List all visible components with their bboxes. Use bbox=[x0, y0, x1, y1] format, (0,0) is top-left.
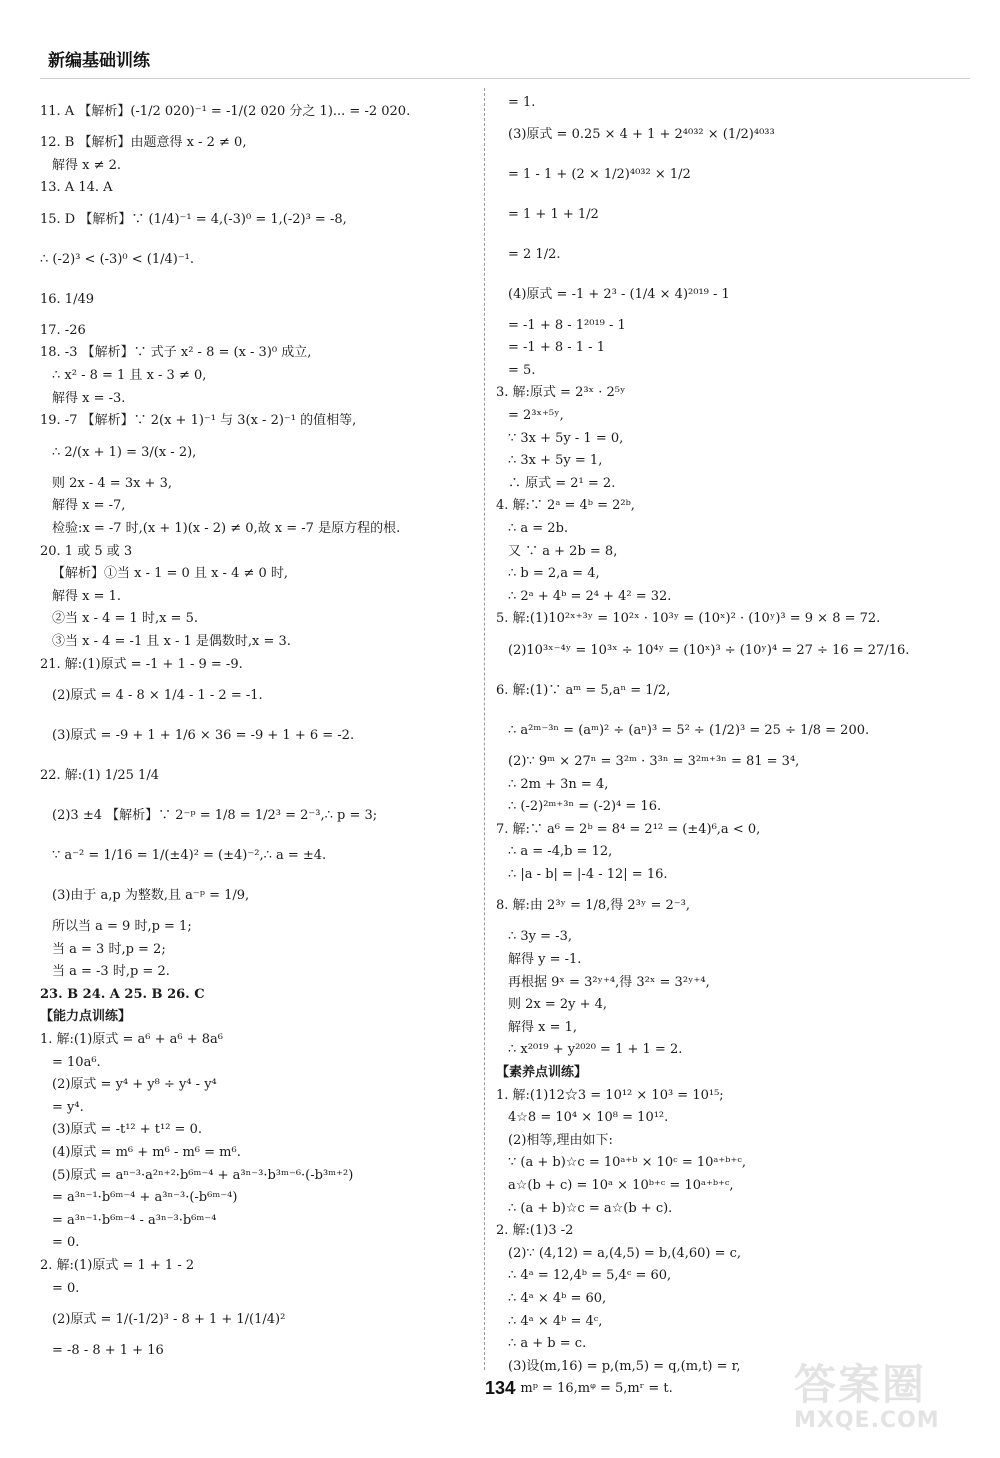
answer-line: 则 2x - 4 = 3x + 3, bbox=[52, 475, 172, 491]
answer-line: ∴ 2m + 3n = 4, bbox=[508, 776, 609, 792]
answer-line: 22. 解:(1) 1/25 1/4 bbox=[40, 768, 159, 784]
answer-line: ②当 x - 4 = 1 时,x = 5. bbox=[52, 611, 198, 627]
answer-line: (3)由于 a,p 为整数,且 a⁻ᵖ = 1/9, bbox=[52, 888, 250, 904]
answer-line: 6. 解:(1)∵ aᵐ = 5,aⁿ = 1/2, bbox=[496, 682, 671, 698]
header-rule bbox=[40, 78, 970, 79]
answer-line: (3)原式 = -9 + 1 + 1/6 × 36 = -9 + 1 + 6 = -2. bbox=[52, 728, 355, 744]
answer-line: 23. B 24. A 25. B 26. C bbox=[40, 986, 205, 1002]
answer-line: 再根据 9ˣ = 3²ʸ⁺⁴,得 3²ˣ = 3²ʸ⁺⁴, bbox=[508, 974, 710, 990]
answer-line: ∴ 2/(x + 1) = 3/(x - 2), bbox=[52, 444, 197, 460]
answer-line: ∴ (-2)²ᵐ⁺³ⁿ = (-2)⁴ = 16. bbox=[508, 799, 662, 815]
left-column bbox=[40, 92, 476, 1363]
answer-line: (2)相等,理由如下: bbox=[508, 1132, 613, 1148]
answer-line: ∴ b = 2,a = 4, bbox=[508, 566, 600, 582]
page-number: 134 bbox=[484, 1378, 516, 1398]
answer-line: (2)3 ±4 【解析】∵ 2⁻ᵖ = 1/8 = 1/2³ = 2⁻³,∴ p = 3; bbox=[52, 808, 378, 824]
column-divider bbox=[484, 88, 485, 1370]
answer-line: 2. 解:(1)3 -2 bbox=[496, 1223, 574, 1239]
answer-line: ∵ a⁻² = 1/16 = 1/(±4)² = (±4)⁻²,∴ a = ±4. bbox=[52, 848, 327, 864]
answer-line: 当 a = 3 时,p = 2; bbox=[52, 941, 166, 957]
answer-line: = -1 + 8 - 1²⁰¹⁹ - 1 bbox=[508, 317, 626, 333]
answer-line: 【素养点训练】 bbox=[496, 1065, 588, 1081]
right-column bbox=[496, 92, 960, 1401]
answer-line: ∴ 4ᵃ × 4ᵇ = 4ᶜ, bbox=[508, 1313, 603, 1329]
answer-line: (2)原式 = 1/(-1/2)³ - 8 + 1 + 1/(1/4)² bbox=[52, 1312, 286, 1328]
answer-line: (3)原式 = 0.25 × 4 + 1 + 2⁴⁰³² × (1/2)⁴⁰³³ bbox=[508, 126, 775, 142]
answer-line: 又 ∵ a + 2b = 8, bbox=[508, 543, 618, 559]
answer-line: = 0. bbox=[52, 1280, 80, 1296]
answer-line: (2)10³ˣ⁻⁴ʸ = 10³ˣ ÷ 10⁴ʸ = (10ˣ)³ ÷ (10ʸ)⁴ = 27 ÷ 16 = 27/16. bbox=[508, 642, 910, 658]
answer-line: ③当 x - 4 = -1 且 x - 1 是偶数时,x = 3. bbox=[52, 633, 291, 649]
answer-line: 21. 解:(1)原式 = -1 + 1 - 9 = -9. bbox=[40, 656, 243, 672]
answer-line: ∴ x²⁰¹⁹ + y²⁰²⁰ = 1 + 1 = 2. bbox=[508, 1042, 683, 1058]
answer-line: ∴ 3y = -3, bbox=[508, 929, 572, 945]
answer-line: 4☆8 = 10⁴ × 10⁸ = 10¹². bbox=[508, 1110, 669, 1126]
answer-line: 1. 解:(1)12☆3 = 10¹² × 10³ = 10¹⁵; bbox=[496, 1087, 724, 1103]
answer-line: 检验:x = -7 时,(x + 1)(x - 2) ≠ 0,故 x = -7 是原方程的根. bbox=[52, 520, 401, 536]
answer-line: 5. 解:(1)10²ˣ⁺³ʸ = 10²ˣ · 10³ʸ = (10ˣ)² · (10ʸ)³ = 9 × 8 = 72. bbox=[496, 611, 881, 627]
answer-line: = 0. bbox=[52, 1235, 80, 1251]
answer-line: 20. 1 或 5 或 3 bbox=[40, 543, 133, 559]
answer-line: = 1 - 1 + (2 × 1/2)⁴⁰³² × 1/2 bbox=[508, 166, 691, 182]
answer-line: 【解析】①当 x - 1 = 0 且 x - 4 ≠ 0 时, bbox=[52, 566, 289, 582]
answer-line: 11. A 【解析】(-1/2 020)⁻¹ = -1/(2 020 分之 1)... = -2 020. bbox=[40, 104, 411, 119]
answer-line: 16. 1/49 bbox=[40, 291, 94, 307]
answer-line: (3)设(m,16) = p,(m,5) = q,(m,t) = r, bbox=[508, 1358, 741, 1374]
answer-line: ∴ 4ᵃ × 4ᵇ = 60, bbox=[508, 1290, 607, 1306]
answer-line: ∴ 4ᵃ = 12,4ᵇ = 5,4ᶜ = 60, bbox=[508, 1268, 672, 1284]
answer-line: = a³ⁿ⁻¹·b⁶ᵐ⁻⁴ - a³ⁿ⁻³·b⁶ᵐ⁻⁴ bbox=[52, 1212, 217, 1228]
answer-line: 1. 解:(1)原式 = a⁶ + a⁶ + 8a⁶ bbox=[40, 1032, 223, 1048]
answer-line: = 5. bbox=[508, 362, 536, 378]
answer-line: 则 2x = 2y + 4, bbox=[508, 997, 608, 1013]
answer-line: 7. 解:∵ a⁶ = 2ᵇ = 8⁴ = 2¹² = (±4)⁶,a < 0, bbox=[496, 821, 761, 837]
answer-line: 19. -7 【解析】∵ 2(x + 1)⁻¹ 与 3(x - 2)⁻¹ 的值相等, bbox=[40, 413, 357, 429]
answer-line: = -1 + 8 - 1 - 1 bbox=[508, 340, 605, 356]
answer-line: = 1 + 1 + 1/2 bbox=[508, 206, 599, 222]
answer-line: ∴ a = 2b. bbox=[508, 520, 569, 536]
answer-line: (2)∵ (4,12) = a,(4,5) = b,(4,60) = c, bbox=[508, 1245, 742, 1261]
book-title: 新编基础训练 bbox=[48, 51, 150, 71]
answer-line: 解得 x = 1, bbox=[508, 1019, 578, 1035]
answer-line: 当 a = -3 时,p = 2. bbox=[52, 964, 170, 980]
answer-line: 2. 解:(1)原式 = 1 + 1 - 2 bbox=[40, 1258, 195, 1273]
answer-line: (4)原式 = -1 + 2³ - (1/4 × 4)²⁰¹⁹ - 1 bbox=[508, 286, 730, 302]
answer-line: 4. 解:∵ 2ᵃ = 4ᵇ = 2²ᵇ, bbox=[496, 498, 635, 514]
answer-line: 13. A 14. A bbox=[40, 180, 113, 196]
answer-line: 【能力点训练】 bbox=[40, 1009, 132, 1025]
answer-line: 17. -26 bbox=[40, 322, 86, 338]
answer-line: ∵ 3x + 5y - 1 = 0, bbox=[508, 430, 624, 446]
answer-line: ∵ (a + b)☆c = 10ᵃ⁺ᵇ × 10ᶜ = 10ᵃ⁺ᵇ⁺ᶜ, bbox=[508, 1155, 746, 1171]
answer-line: 解得 x = -3. bbox=[52, 390, 126, 406]
answer-line: ∴ |a - b| = |-4 - 12| = 16. bbox=[508, 866, 668, 882]
answer-line: 3. 解:原式 = 2³ˣ · 2⁵ʸ bbox=[496, 385, 626, 401]
answer-line: (2)∵ 9ᵐ × 27ⁿ = 3²ᵐ · 3³ⁿ = 3²ᵐ⁺³ⁿ = 81 = 3⁴, bbox=[508, 753, 800, 769]
answer-line: (5)原式 = aⁿ⁻³·a²ⁿ⁺²·b⁶ᵐ⁻⁴ + a³ⁿ⁻³·b³ᵐ⁻⁶·(-b³ᵐ⁺²) bbox=[52, 1167, 354, 1183]
answer-line: = 10a⁶. bbox=[52, 1054, 101, 1070]
answer-line: ∴ (a + b)☆c = a☆(b + c). bbox=[508, 1200, 673, 1216]
answer-line: = 2³ˣ⁺⁵ʸ, bbox=[508, 407, 564, 423]
answer-line: 所以当 a = 9 时,p = 1; bbox=[52, 919, 192, 935]
answer-line: (3)原式 = -t¹² + t¹² = 0. bbox=[52, 1122, 202, 1138]
answer-line: 15. D 【解析】∵ (1/4)⁻¹ = 4,(-3)⁰ = 1,(-2)³ = -8, bbox=[40, 211, 347, 227]
answer-line: 8. 解:由 2³ʸ = 1/8,得 2³ʸ = 2⁻³, bbox=[496, 898, 690, 914]
answer-line: 解得 x = -7, bbox=[52, 498, 126, 514]
answer-line: (2)原式 = 4 - 8 × 1/4 - 1 - 2 = -1. bbox=[52, 688, 263, 704]
answer-line: = a³ⁿ⁻¹·b⁶ᵐ⁻⁴ + a³ⁿ⁻³·(-b⁶ᵐ⁻⁴) bbox=[52, 1190, 238, 1206]
answer-line: ∴ a = -4,b = 12, bbox=[508, 844, 613, 860]
answer-line: ∴ x² - 8 = 1 且 x - 3 ≠ 0, bbox=[52, 367, 207, 383]
answer-line: 18. -3 【解析】∵ 式子 x² - 8 = (x - 3)⁰ 成立, bbox=[40, 345, 312, 361]
answer-line: ∴ a²ᵐ⁻³ⁿ = (aᵐ)² ÷ (aⁿ)³ = 5² ÷ (1/2)³ = 25 ÷ 1/8 = 200. bbox=[508, 722, 870, 738]
answer-line: ∴ 原式 = 2¹ = 2. bbox=[508, 475, 616, 491]
answer-line: ∴ 3x + 5y = 1, bbox=[508, 453, 603, 469]
answer-line: ∴ 2ᵃ + 4ᵇ = 2⁴ + 4² = 32. bbox=[508, 588, 672, 604]
answer-line: 解得 x = 1. bbox=[52, 588, 122, 604]
answer-line: 解得 y = -1. bbox=[508, 952, 582, 968]
answer-line: = y⁴. bbox=[52, 1099, 84, 1115]
answer-line: = 2 1/2. bbox=[508, 246, 561, 262]
answer-line: ∴ (-2)³ < (-3)⁰ < (1/4)⁻¹. bbox=[40, 251, 195, 267]
watermark-logo: 答案圈 MXQE.COM bbox=[794, 1360, 940, 1433]
answer-line: 解得 x ≠ 2. bbox=[52, 157, 122, 173]
answer-line: = -8 - 8 + 1 + 16 bbox=[52, 1343, 164, 1359]
answer-line: (4)原式 = m⁶ + m⁶ - m⁶ = m⁶. bbox=[52, 1145, 241, 1161]
answer-line: (2)原式 = y⁴ + y⁸ ÷ y⁴ - y⁴ bbox=[52, 1077, 217, 1093]
answer-line: 12. B 【解析】由题意得 x - 2 ≠ 0, bbox=[40, 135, 247, 150]
answer-line: = 1. bbox=[508, 95, 536, 110]
answer-line: ∴ mᵖ = 16,mᵠ = 5,mʳ = t. bbox=[508, 1381, 673, 1397]
answer-line: a☆(b + c) = 10ᵃ × 10ᵇ⁺ᶜ = 10ᵃ⁺ᵇ⁺ᶜ, bbox=[508, 1178, 734, 1193]
answer-line: ∴ a + b = c. bbox=[508, 1336, 587, 1352]
